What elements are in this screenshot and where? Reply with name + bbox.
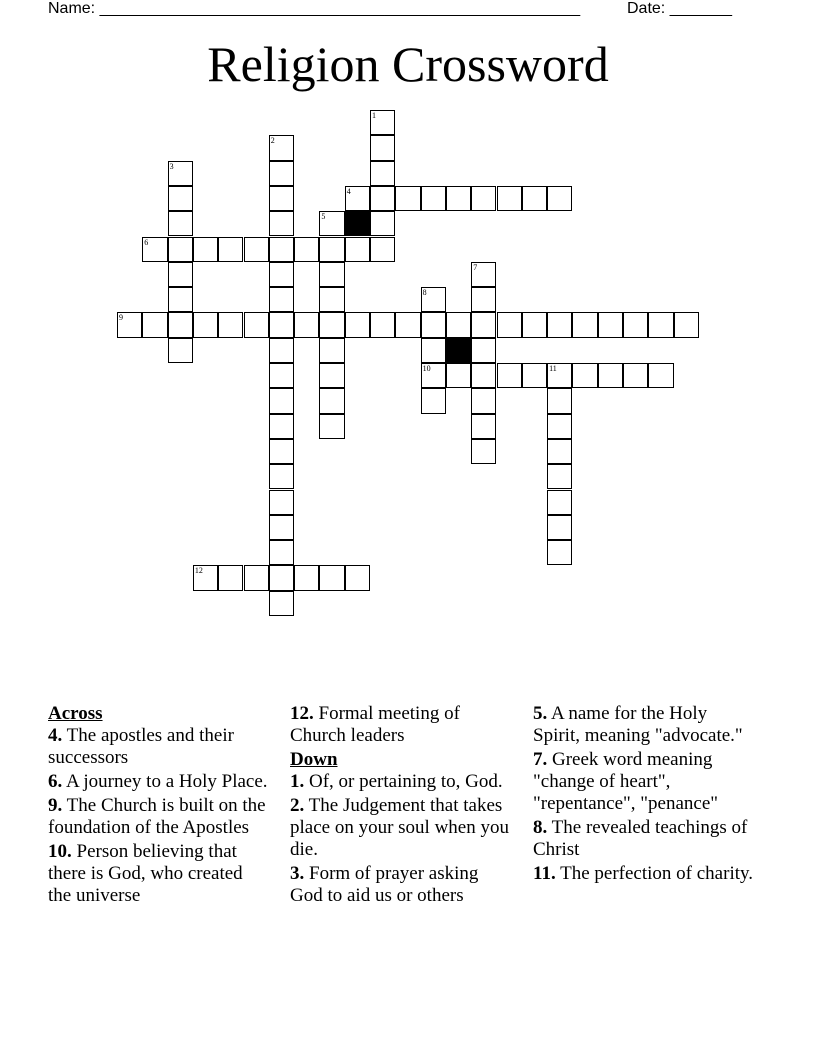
grid-cell[interactable] bbox=[269, 312, 294, 337]
clue-number: 10. bbox=[48, 841, 72, 862]
clue-across-4 bbox=[48, 725, 270, 769]
grid-cell[interactable] bbox=[269, 388, 294, 413]
grid-cell[interactable] bbox=[218, 237, 243, 262]
grid-cell[interactable] bbox=[421, 312, 446, 337]
grid-cell[interactable] bbox=[269, 287, 294, 312]
grid-cell[interactable] bbox=[294, 237, 319, 262]
grid-cell[interactable] bbox=[168, 262, 193, 287]
clue-across-12 bbox=[290, 703, 512, 747]
grid-cell[interactable] bbox=[319, 211, 344, 236]
clues-column-2 bbox=[290, 703, 512, 909]
grid-cell[interactable] bbox=[269, 490, 294, 515]
clue-number: 6. bbox=[48, 771, 63, 792]
clue-text: Greek word meaning "change of heart", "repentance", "penance" bbox=[533, 749, 719, 814]
grid-cell[interactable] bbox=[395, 186, 420, 211]
grid-cell[interactable] bbox=[547, 490, 572, 515]
clue-number: 8. bbox=[533, 817, 548, 838]
clue-down-2 bbox=[290, 795, 512, 861]
grid-cell[interactable] bbox=[497, 186, 522, 211]
grid-cell[interactable] bbox=[168, 161, 193, 186]
grid-cell[interactable] bbox=[497, 312, 522, 337]
grid-cell[interactable] bbox=[471, 287, 496, 312]
clue-down-7 bbox=[533, 749, 755, 815]
grid-cell[interactable] bbox=[345, 186, 370, 211]
grid-cell[interactable] bbox=[370, 211, 395, 236]
grid-cell[interactable] bbox=[294, 312, 319, 337]
grid-cell[interactable] bbox=[370, 312, 395, 337]
grid-cell[interactable] bbox=[547, 388, 572, 413]
grid-cell[interactable] bbox=[370, 186, 395, 211]
grid-cell[interactable] bbox=[218, 312, 243, 337]
clue-text: Formal meeting of Church leaders bbox=[290, 703, 460, 746]
clue-text: The revealed teachings of Christ bbox=[533, 817, 748, 860]
grid-cell[interactable] bbox=[269, 338, 294, 363]
grid-cell[interactable] bbox=[269, 262, 294, 287]
grid-cell[interactable] bbox=[319, 262, 344, 287]
grid-cell[interactable] bbox=[370, 237, 395, 262]
grid-cell[interactable] bbox=[168, 211, 193, 236]
cell-number: 12 bbox=[194, 566, 203, 576]
grid-cell[interactable] bbox=[421, 186, 446, 211]
grid-cell[interactable] bbox=[244, 237, 269, 262]
grid-cell[interactable] bbox=[319, 312, 344, 337]
grid-cell[interactable] bbox=[674, 312, 699, 337]
grid-cell[interactable] bbox=[244, 312, 269, 337]
grid-cell[interactable] bbox=[421, 388, 446, 413]
grid-cell[interactable] bbox=[319, 363, 344, 388]
grid-cell[interactable] bbox=[598, 363, 623, 388]
grid-cell[interactable] bbox=[547, 414, 572, 439]
clue-text: Of, or pertaining to, God. bbox=[309, 771, 503, 792]
grid-cell[interactable] bbox=[345, 237, 370, 262]
grid-cell[interactable] bbox=[547, 363, 572, 388]
grid-cell[interactable] bbox=[648, 312, 673, 337]
grid-cell[interactable] bbox=[421, 287, 446, 312]
grid-cell[interactable] bbox=[244, 565, 269, 590]
grid-cell[interactable] bbox=[269, 439, 294, 464]
grid-cell[interactable] bbox=[319, 565, 344, 590]
grid-cell[interactable] bbox=[547, 312, 572, 337]
grid-cell[interactable] bbox=[471, 262, 496, 287]
grid-cell[interactable] bbox=[370, 161, 395, 186]
grid-cell[interactable] bbox=[269, 135, 294, 160]
grid-cell[interactable] bbox=[168, 312, 193, 337]
grid-cell[interactable] bbox=[471, 388, 496, 413]
cell-number: 7 bbox=[473, 262, 478, 272]
grid-cell[interactable] bbox=[421, 338, 446, 363]
clue-number: 11. bbox=[533, 863, 556, 884]
cell-number: 11 bbox=[549, 364, 557, 373]
cell-number: 5 bbox=[321, 212, 326, 222]
grid-cell[interactable] bbox=[168, 338, 193, 363]
clue-number: 7. bbox=[533, 749, 548, 770]
black-cell bbox=[446, 338, 471, 363]
grid-cell[interactable] bbox=[547, 464, 572, 489]
clues-column-1 bbox=[48, 703, 270, 909]
clue-down-3 bbox=[290, 863, 512, 907]
grid-cell[interactable] bbox=[142, 237, 167, 262]
cell-number: 2 bbox=[270, 136, 275, 146]
clue-text: The Church is built on the foundation of the Apostles bbox=[48, 795, 266, 838]
grid-cell[interactable] bbox=[547, 515, 572, 540]
grid-cell[interactable] bbox=[168, 237, 193, 262]
grid-cell[interactable] bbox=[471, 312, 496, 337]
grid-cell[interactable] bbox=[269, 464, 294, 489]
clue-number: 5. bbox=[533, 703, 548, 724]
clue-across-6 bbox=[48, 771, 270, 793]
grid-cell[interactable] bbox=[294, 565, 319, 590]
clue-across-10 bbox=[48, 841, 270, 907]
grid-cell[interactable] bbox=[572, 312, 597, 337]
grid-cell[interactable] bbox=[269, 414, 294, 439]
clue-down-8 bbox=[533, 817, 755, 861]
grid-cell[interactable] bbox=[117, 312, 142, 337]
clue-text: A name for the Holy Spirit, meaning "advocate." bbox=[533, 703, 743, 746]
grid-cell[interactable] bbox=[319, 237, 344, 262]
grid-cell[interactable] bbox=[345, 565, 370, 590]
grid-cell[interactable] bbox=[446, 363, 471, 388]
name-line[interactable]: Name: ______________________________________________________ bbox=[48, 0, 581, 17]
clue-down-11 bbox=[533, 863, 755, 885]
grid-cell[interactable] bbox=[522, 186, 547, 211]
grid-cell[interactable] bbox=[471, 363, 496, 388]
grid-cell[interactable] bbox=[269, 186, 294, 211]
grid-cell[interactable] bbox=[269, 515, 294, 540]
clue-number: 9. bbox=[48, 795, 63, 816]
clue-number: 4. bbox=[48, 725, 63, 746]
grid-cell[interactable] bbox=[269, 565, 294, 590]
grid-cell[interactable] bbox=[547, 540, 572, 565]
grid-cell[interactable] bbox=[497, 363, 522, 388]
grid-cell[interactable] bbox=[319, 414, 344, 439]
grid-cell[interactable] bbox=[193, 565, 218, 590]
grid-cell[interactable] bbox=[471, 439, 496, 464]
grid-cell[interactable] bbox=[623, 312, 648, 337]
black-cell bbox=[345, 211, 370, 236]
clue-down-1 bbox=[290, 771, 512, 793]
page-title: Religion Crossword bbox=[207, 36, 609, 92]
grid-cell[interactable] bbox=[142, 312, 167, 337]
clue-text: The apostles and their successors bbox=[48, 725, 234, 768]
cell-number: 9 bbox=[119, 313, 123, 323]
clue-number: 3. bbox=[290, 863, 305, 884]
grid-cell[interactable] bbox=[193, 237, 218, 262]
clue-number: 12. bbox=[290, 703, 314, 724]
across-heading: Across bbox=[48, 703, 103, 724]
clue-number: 1. bbox=[290, 771, 305, 792]
grid-cell[interactable] bbox=[648, 363, 673, 388]
clues-column-3 bbox=[533, 703, 755, 887]
grid-cell[interactable] bbox=[218, 565, 243, 590]
grid-cell[interactable] bbox=[345, 312, 370, 337]
grid-cell[interactable] bbox=[269, 211, 294, 236]
grid-cell[interactable] bbox=[193, 312, 218, 337]
grid-cell[interactable] bbox=[269, 237, 294, 262]
clue-down-5 bbox=[533, 703, 755, 747]
grid-cell[interactable] bbox=[269, 363, 294, 388]
grid-cell[interactable] bbox=[623, 363, 648, 388]
clue-number: 2. bbox=[290, 795, 305, 816]
clue-text: A journey to a Holy Place. bbox=[65, 771, 268, 792]
cell-number: 3 bbox=[169, 161, 174, 171]
grid-cell[interactable] bbox=[168, 186, 193, 211]
grid-cell[interactable] bbox=[547, 186, 572, 211]
grid-cell[interactable] bbox=[471, 186, 496, 211]
grid-cell[interactable] bbox=[471, 414, 496, 439]
grid-cell[interactable] bbox=[572, 363, 597, 388]
grid-cell[interactable] bbox=[269, 161, 294, 186]
grid-cell[interactable] bbox=[522, 312, 547, 337]
grid-cell[interactable] bbox=[421, 363, 446, 388]
cell-number: 4 bbox=[346, 186, 351, 196]
grid-cell[interactable] bbox=[370, 110, 395, 135]
clue-text: The Judgement that takes place on your soul when you die. bbox=[290, 795, 509, 860]
cell-number: 6 bbox=[144, 237, 149, 247]
clue-text: The perfection of charity. bbox=[560, 863, 754, 884]
grid-cell[interactable] bbox=[547, 439, 572, 464]
grid-cell[interactable] bbox=[471, 338, 496, 363]
grid-cell[interactable] bbox=[269, 591, 294, 616]
grid-cell[interactable] bbox=[168, 287, 193, 312]
grid-cell[interactable] bbox=[269, 540, 294, 565]
grid-cell[interactable] bbox=[446, 312, 471, 337]
grid-cell[interactable] bbox=[319, 338, 344, 363]
grid-cell[interactable] bbox=[395, 312, 420, 337]
grid-cell[interactable] bbox=[370, 135, 395, 160]
clue-across-9 bbox=[48, 795, 270, 839]
date-line[interactable]: Date: _______ bbox=[627, 0, 732, 17]
cell-number: 1 bbox=[372, 111, 376, 120]
clue-text: Form of prayer asking God to aid us or others bbox=[290, 863, 479, 906]
clue-text: Person believing that there is God, who created the universe bbox=[48, 841, 243, 906]
down-heading: Down bbox=[290, 749, 338, 770]
grid-cell[interactable] bbox=[319, 388, 344, 413]
grid-cell[interactable] bbox=[446, 186, 471, 211]
grid-cell[interactable] bbox=[522, 363, 547, 388]
cell-number: 10 bbox=[422, 364, 431, 373]
grid-cell[interactable] bbox=[598, 312, 623, 337]
grid-cell[interactable] bbox=[319, 287, 344, 312]
cell-number: 8 bbox=[422, 288, 427, 298]
